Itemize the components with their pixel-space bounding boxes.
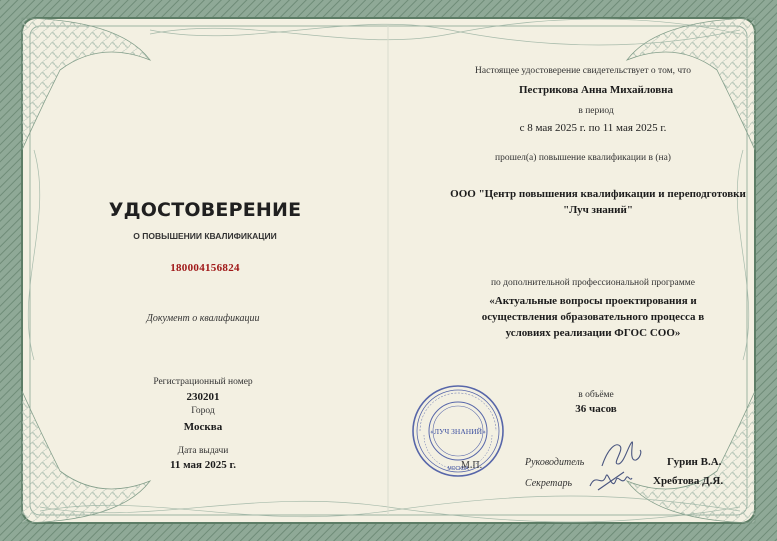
stamp-place-mark: М.П. — [461, 460, 483, 471]
program-label: по дополнительной профессиональной программе — [490, 278, 696, 288]
secretary-name: Хребтова Д.Я. — [653, 475, 724, 487]
seal-center-text: «ЛУЧ ЗНАНИЙ» — [430, 427, 486, 436]
volume-value: 36 часов — [575, 403, 617, 415]
registration-value: 230201 — [186, 391, 220, 403]
issue-date-value: 11 мая 2025 г. — [169, 459, 237, 471]
certifies-text: Настоящее удостоверение свидетельствует о том, что — [475, 66, 691, 76]
secretary-signature — [588, 466, 634, 496]
program-line-1: «Актуальные вопросы проектирования и — [489, 295, 697, 307]
organization-line-2: "Луч знаний" — [563, 204, 633, 216]
period-value: с 8 мая 2025 г. по 11 мая 2025 г. — [519, 122, 667, 134]
certificate-title: УДОСТОВЕРЕНИЕ — [108, 199, 302, 221]
organization-seal — [410, 383, 506, 479]
head-label: Руководитель — [525, 457, 585, 468]
registration-label: Регистрационный номер — [153, 377, 253, 387]
secretary-label: Секретарь — [525, 478, 573, 489]
document-caption: Документ о квалификации — [146, 313, 260, 324]
certificate-subtitle: О ПОВЫШЕНИИ КВАЛИФИКАЦИИ — [133, 231, 277, 241]
period-label: в период — [578, 106, 614, 116]
seal-bottom-text: МОСКВА — [447, 466, 469, 472]
head-name: Гурин В.А. — [667, 456, 722, 468]
program-line-3: условиях реализации ФГОС СОО» — [505, 327, 681, 339]
volume-label: в объёме — [578, 390, 614, 400]
passed-text: прошел(а) повышение квалификации в (на) — [495, 153, 671, 163]
holder-name: Пестрикова Анна Михайловна — [518, 84, 674, 96]
certificate-number: 180004156824 — [170, 262, 240, 274]
city-label: Город — [191, 406, 215, 416]
city-value: Москва — [183, 421, 223, 433]
issue-date-label: Дата выдачи — [177, 446, 229, 456]
program-line-2: осуществления образовательного процесса в — [481, 311, 705, 323]
organization-line-1: ООО "Центр повышения квалификации и переподготовки — [450, 188, 746, 200]
